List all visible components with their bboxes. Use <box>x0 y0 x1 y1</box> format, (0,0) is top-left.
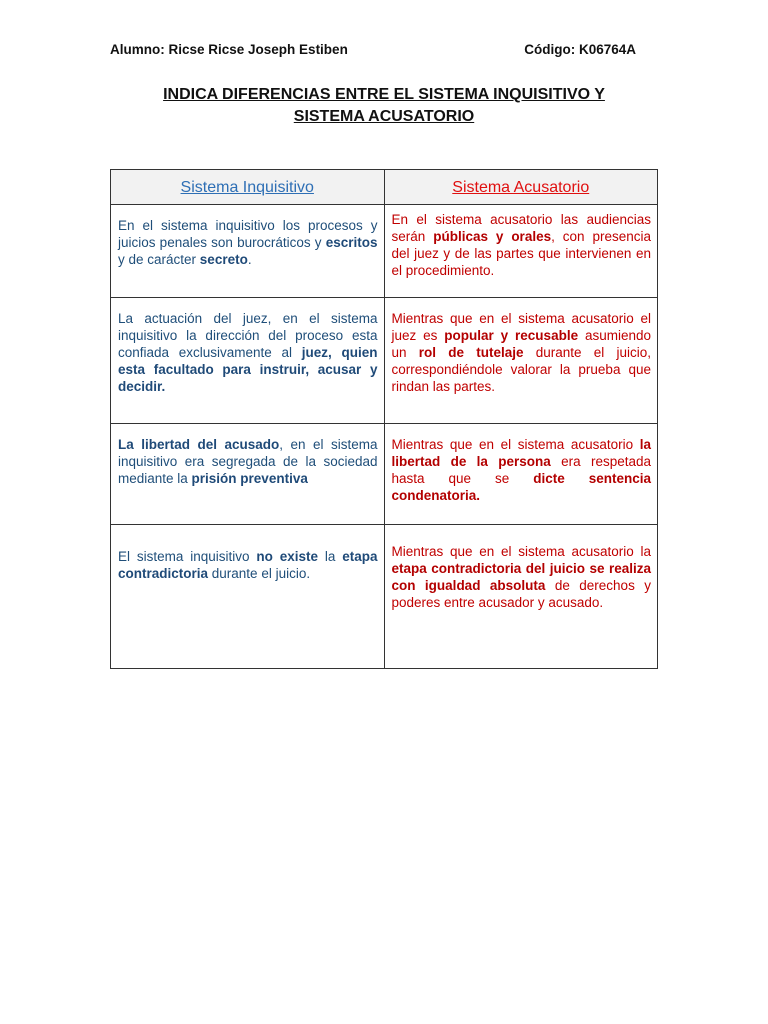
table-row <box>111 424 658 525</box>
column-header-inquisitivo-label: Sistema Inquisitivo <box>180 178 314 196</box>
highlighted-text: no existe <box>256 549 318 564</box>
cell-text: durante el juicio, correspondiéndole valorar la prueba que rindan las partes. <box>391 345 651 394</box>
cell-acusatorio <box>384 298 658 424</box>
cell-text: de derechos y poderes entre acusador y acusado. <box>391 578 651 610</box>
cell-text: La actuación del juez, en el sistema inquisitivo la dirección del proceso esta confiada exclusivamente al <box>118 311 378 360</box>
highlighted-text: popular y recusable <box>444 328 579 343</box>
column-header-acusatorio-label: Sistema Acusatorio <box>452 178 590 196</box>
cell-text: . <box>247 252 252 267</box>
cell-inquisitivo <box>111 525 385 669</box>
table-row <box>111 205 658 298</box>
cell-text: era respetada hasta que se <box>391 454 651 486</box>
highlighted-text: escritos <box>325 235 378 250</box>
cell-acusatorio <box>384 525 658 669</box>
highlighted-text: etapa contradictoria del juicio se realiza con igualdad absoluta <box>391 561 651 593</box>
cell-acusatorio <box>384 424 658 525</box>
highlighted-text: La libertad del acusado <box>118 437 280 452</box>
highlighted-text: rol de tutelaje <box>418 345 524 360</box>
cell-text: En el sistema inquisitivo los procesos y juicios penales son burocráticos y <box>118 218 378 250</box>
column-header-acusatorio <box>384 170 658 205</box>
comparison-table <box>110 169 658 669</box>
student-code: Código: K06764A <box>524 42 636 57</box>
table-row <box>111 525 658 669</box>
cell-text: y de carácter <box>118 252 200 267</box>
highlighted-text: la libertad de la persona <box>391 437 651 469</box>
title-line-1: INDICA DIFERENCIAS ENTRE EL SISTEMA INQUISITIVO Y <box>163 86 605 103</box>
highlighted-text: públicas y orales <box>433 229 552 244</box>
cell-text: El sistema inquisitivo <box>118 549 257 564</box>
cell-text: En el sistema acusatorio las audiencias serán <box>391 212 651 244</box>
cell-inquisitivo <box>111 424 385 525</box>
cell-inquisitivo <box>111 298 385 424</box>
cell-text: la <box>317 549 343 564</box>
highlighted-text: secreto <box>199 252 248 267</box>
cell-text: Mientras que en el sistema acusatorio <box>391 437 640 452</box>
title-line-2: SISTEMA ACUSATORIO <box>293 108 475 125</box>
cell-acusatorio <box>384 205 658 298</box>
cell-text: Mientras que en el sistema acusatorio la <box>391 544 651 559</box>
cell-text: Mientras que en el sistema acusatorio el juez es <box>391 311 651 343</box>
cell-text: , en el sistema inquisitivo era segregada de la sociedad mediante la <box>118 437 378 486</box>
student-name: Alumno: Ricse Ricse Joseph Estiben <box>110 42 348 57</box>
highlighted-text: dicte sentencia condenatoria. <box>391 471 651 503</box>
table-row <box>111 298 658 424</box>
cell-text: durante el juicio. <box>208 566 311 581</box>
header-line <box>110 42 636 57</box>
cell-inquisitivo <box>111 205 385 298</box>
page-title <box>110 84 658 128</box>
cell-text: , con presencia del juez y de las partes que intervienen en el procedimiento. <box>391 229 651 278</box>
highlighted-text: juez, quien esta facultado para instruir, acusar y decidir. <box>118 345 378 394</box>
highlighted-text: prisión preventiva <box>191 471 308 486</box>
column-header-inquisitivo <box>111 170 385 205</box>
table-header-row <box>111 170 658 205</box>
cell-text: asumiendo un <box>391 328 651 360</box>
highlighted-text: etapa contradictoria <box>118 549 378 581</box>
